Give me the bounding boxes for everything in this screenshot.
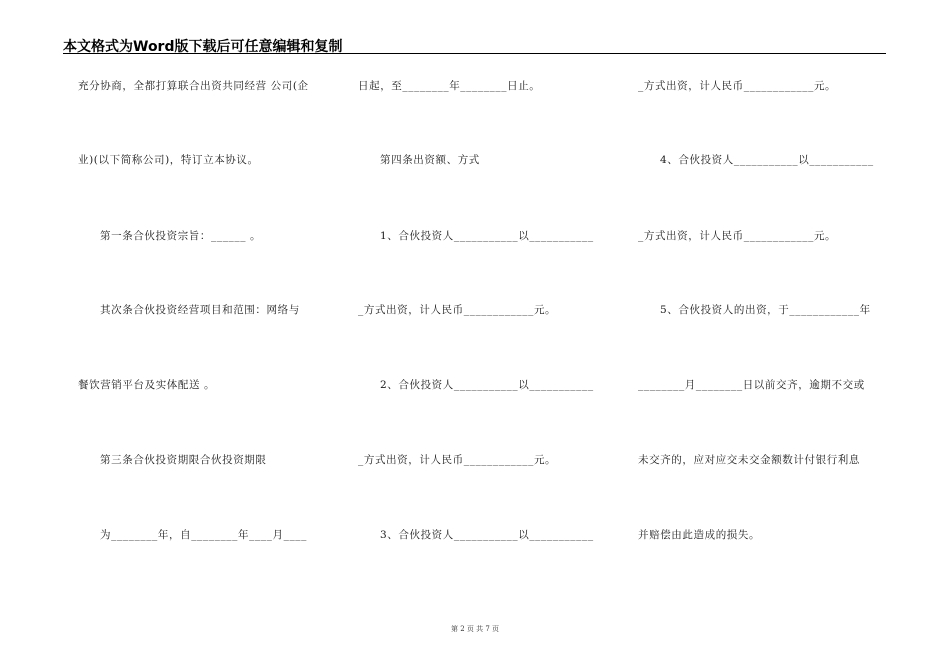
text-line: 业)(以下简称公司)，特订立本协议。 — [78, 154, 259, 166]
text-line: 其次条合伙投资经营项目和范围：网络与 — [100, 304, 300, 316]
text-line: 餐饮营销平台及实体配送 。 — [78, 379, 216, 391]
text-line: 日起，至________年________日止。 — [358, 80, 541, 92]
header-divider — [63, 53, 886, 54]
text-line: 未交齐的，应对应交未交金额数计付银行利息 — [638, 454, 860, 466]
text-line: _方式出资，计人民币____________元。 — [638, 230, 837, 242]
text-line: 2、合伙投资人___________以___________ — [380, 379, 594, 391]
text-line: 并赔偿由此造成的损失。 — [638, 529, 761, 541]
text-line: ________月________日以前交齐，逾期不交或 — [638, 379, 865, 391]
text-line: 为________年，自________年____月____ — [100, 529, 307, 541]
document-header-title: 本文格式为Word版下载后可任意编辑和复制 — [63, 39, 343, 55]
text-line: 第四条出资额、方式 — [380, 154, 480, 166]
text-line: 充分协商，全都打算联合出资共同经营 公司(企 — [78, 80, 309, 92]
text-line: _方式出资，计人民币____________元。 — [358, 304, 557, 316]
text-line: 第一条合伙投资宗旨：______ 。 — [100, 230, 262, 242]
text-line: 1、合伙投资人___________以___________ — [380, 230, 594, 242]
text-line: 4、合伙投资人___________以___________ — [660, 154, 874, 166]
page-number: 第 2 页 共 7 页 — [450, 625, 500, 633]
text-line: 5、合伙投资人的出资，于____________年 — [660, 304, 871, 316]
text-line: 第三条合伙投资期限合伙投资期限 — [100, 454, 267, 466]
text-line: _方式出资，计人民币____________元。 — [358, 454, 557, 466]
text-line: _方式出资，计人民币____________元。 — [638, 80, 837, 92]
text-line: 3、合伙投资人___________以___________ — [380, 529, 594, 541]
